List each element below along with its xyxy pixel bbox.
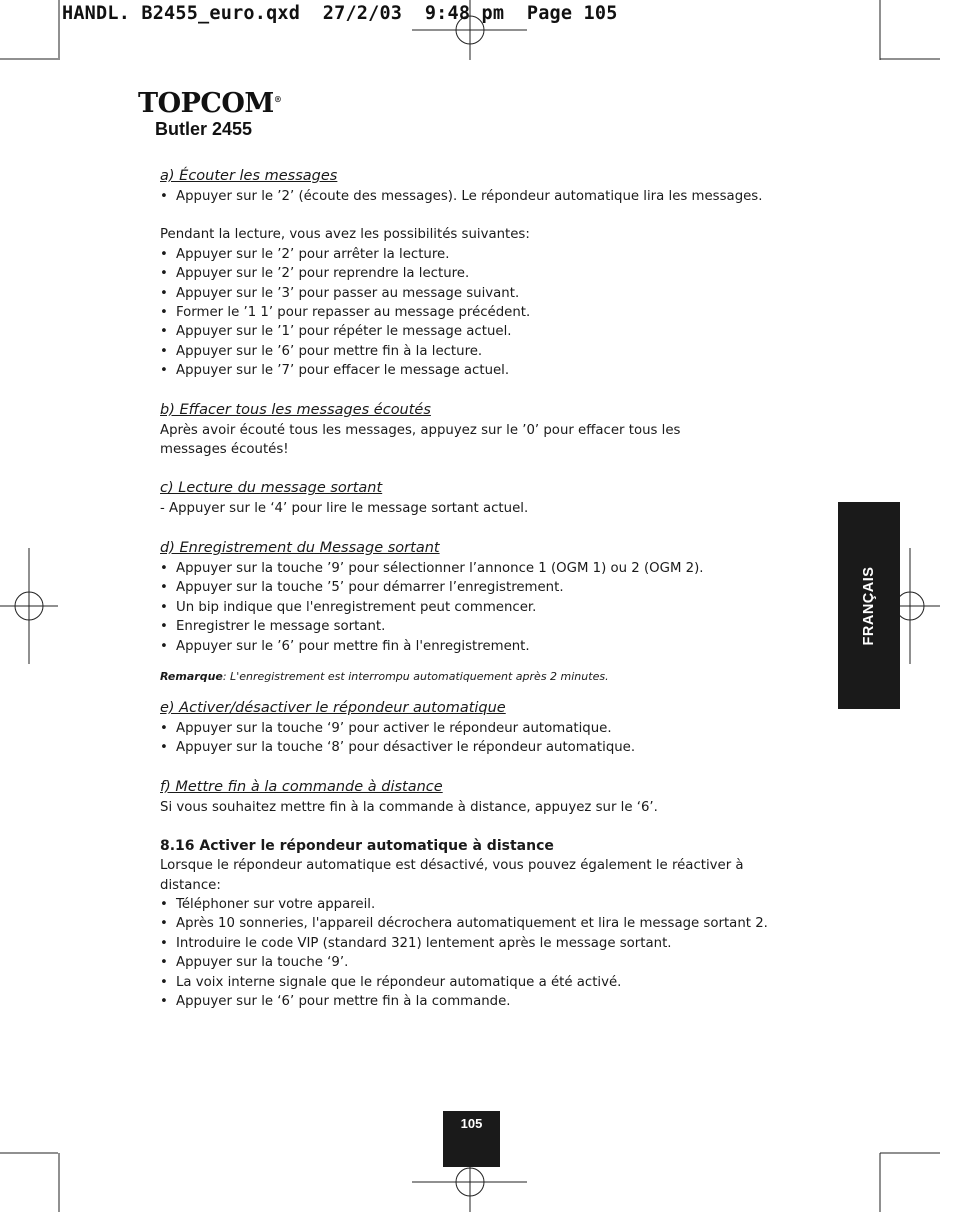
list-item: • Appuyer sur la touche ‘9’ pour activer le répondeur automatique.: [160, 719, 800, 738]
list-item: • Appuyer sur le ‘6’ pour mettre fin à la commande.: [160, 992, 800, 1011]
list-item: • Appuyer sur la touche ’9’ pour sélectionner l’annonce 1 (OGM 1) ou 2 (OGM 2).: [160, 559, 800, 578]
language-tab: [838, 502, 900, 709]
logo-text: TOPCOM: [138, 88, 274, 119]
section-c-text: - Appuyer sur le ‘4’ pour lire le message sortant actuel.: [160, 501, 529, 517]
list-item: • Un bip indique que l'enregistrement peut commencer.: [160, 598, 800, 617]
section-a-options: [160, 245, 800, 381]
list-item: • Appuyer sur le ’7’ pour effacer le message actuel.: [160, 361, 800, 380]
section-d-heading: d) Enregistrement du Message sortant: [160, 539, 440, 556]
list-item: • Appuyer sur le ’2’ (écoute des messages). Le répondeur automatique lira les messages.: [160, 187, 800, 206]
language-tab-label: FRANÇAIS: [861, 566, 877, 646]
section-d-note: [160, 669, 800, 685]
section-a-heading: a) Écouter les messages: [160, 168, 338, 184]
section-816-heading: 8.16 Activer le répondeur automatique à distance: [160, 838, 554, 855]
section-a-intro: Pendant la lecture, vous avez les possibilités suivantes:: [160, 227, 530, 243]
section-b-text: Après avoir écouté tous les messages, appuyez sur le ’0’ pour effacer tous les messages écoutés!: [160, 422, 681, 458]
list-item: • Appuyer sur la touche ’5’ pour démarrer l’enregistrement.: [160, 578, 800, 597]
product-model: Butler 2455: [155, 119, 253, 139]
page-content: [160, 166, 800, 1011]
list-item: • Appuyer sur le ’6’ pour mettre fin à l'enregistrement.: [160, 637, 800, 656]
list-item: • La voix interne signale que le répondeur automatique a été activé.: [160, 973, 800, 992]
list-item: • Enregistrer le message sortant.: [160, 617, 800, 636]
section-e-heading: e) Activer/désactiver le répondeur automatique: [160, 699, 506, 716]
list-item: • Appuyer sur le ’2’ pour arrêter la lecture.: [160, 245, 800, 264]
section-816-intro: Lorsque le répondeur automatique est désactivé, vous pouvez également le réactiver à distance:: [160, 858, 744, 893]
page-number: 105: [443, 1111, 500, 1167]
list-item: • Appuyer sur la touche ‘9’.: [160, 953, 800, 972]
section-b-heading: b) Effacer tous les messages écoutés: [160, 401, 431, 418]
section-c-heading: c) Lecture du message sortant: [160, 480, 383, 497]
list-item: • Appuyer sur la touche ‘8’ pour désactiver le répondeur automatique.: [160, 738, 800, 757]
list-item: • Après 10 sonneries, l'appareil décrochera automatiquement et lira le message sortant 2.: [160, 914, 800, 933]
section-816-bullets: [160, 895, 800, 1011]
section-a-bullets: [160, 187, 800, 206]
topcom-logo: [138, 88, 281, 119]
section-f-text: Si vous souhaitez mettre fin à la commande à distance, appuyez sur le ‘6’.: [160, 799, 658, 815]
list-item: • Appuyer sur le ’6’ pour mettre fin à la lecture.: [160, 342, 800, 361]
list-item: • Introduire le code VIP (standard 321) lentement après le message sortant.: [160, 934, 800, 953]
note-label: Remarque: [160, 669, 223, 683]
registered-mark: ®: [273, 94, 282, 104]
list-item: • Appuyer sur le ’3’ pour passer au message suivant.: [160, 284, 800, 303]
section-d-bullets: [160, 559, 800, 656]
list-item: • Appuyer sur le ’2’ pour reprendre la lecture.: [160, 264, 800, 283]
section-e-bullets: [160, 719, 800, 758]
print-slug: HANDL. B2455_euro.qxd 27/2/03 9:48 pm Page 105: [62, 3, 618, 24]
list-item: • Téléphoner sur votre appareil.: [160, 895, 800, 914]
section-f-heading: f) Mettre fin à la commande à distance: [160, 778, 443, 795]
list-item: • Former le ’1 1’ pour repasser au message précédent.: [160, 303, 800, 322]
list-item: • Appuyer sur le ’1’ pour répéter le message actuel.: [160, 322, 800, 341]
note-text: : L'enregistrement est interrompu automatiquement après 2 minutes.: [222, 669, 609, 683]
